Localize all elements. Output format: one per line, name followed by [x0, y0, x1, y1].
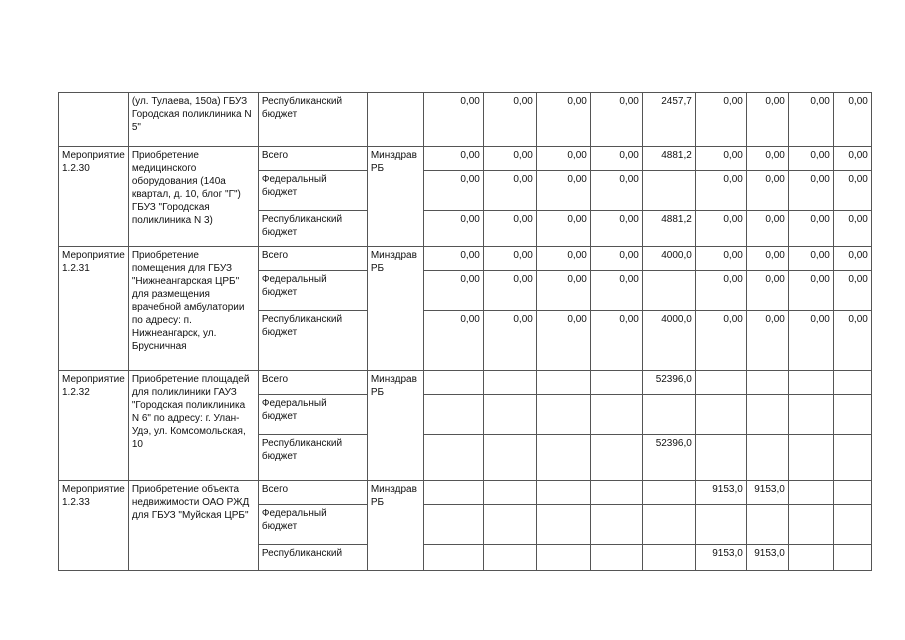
value-cell	[536, 505, 590, 545]
value-cell	[642, 481, 695, 505]
value-cell	[483, 435, 536, 481]
value-cell: 0,00	[746, 211, 788, 247]
value-cell: 0,00	[695, 211, 746, 247]
value-cell	[483, 545, 536, 571]
value-cell	[483, 395, 536, 435]
value-cell: 0,00	[746, 311, 788, 371]
value-cell	[423, 505, 483, 545]
value-cell	[536, 545, 590, 571]
value-cell: 0,00	[590, 211, 642, 247]
value-cell: 0,00	[483, 93, 536, 147]
value-cell: 0,00	[788, 147, 833, 171]
source-cell: Федеральный бюджет	[258, 271, 367, 311]
value-cell: 0,00	[536, 171, 590, 211]
value-cell	[483, 371, 536, 395]
value-cell: 0,00	[746, 271, 788, 311]
value-cell	[788, 505, 833, 545]
source-cell: Республиканский	[258, 545, 367, 571]
value-cell: 0,00	[833, 147, 871, 171]
value-cell: 4881,2	[642, 211, 695, 247]
value-cell	[590, 435, 642, 481]
table-row	[59, 481, 872, 505]
value-cell	[536, 371, 590, 395]
value-cell	[642, 271, 695, 311]
value-cell	[695, 395, 746, 435]
executor-cell: Минздрав РБ	[367, 247, 423, 371]
executor-cell: Минздрав РБ	[367, 481, 423, 571]
value-cell: 0,00	[788, 271, 833, 311]
value-cell	[746, 505, 788, 545]
value-cell	[423, 371, 483, 395]
value-cell: 0,00	[536, 211, 590, 247]
value-cell: 0,00	[483, 247, 536, 271]
value-cell: 0,00	[590, 171, 642, 211]
source-cell: Всего	[258, 481, 367, 505]
value-cell: 0,00	[833, 211, 871, 247]
value-cell: 4000,0	[642, 247, 695, 271]
value-cell: 0,00	[423, 147, 483, 171]
value-cell	[788, 545, 833, 571]
value-cell: 9153,0	[746, 481, 788, 505]
value-cell	[788, 395, 833, 435]
executor-cell	[367, 93, 423, 147]
source-cell: Федеральный бюджет	[258, 505, 367, 545]
table-row	[59, 147, 872, 171]
value-cell: 0,00	[483, 311, 536, 371]
value-cell	[590, 545, 642, 571]
value-cell: 0,00	[483, 211, 536, 247]
value-cell: 0,00	[695, 171, 746, 211]
event-cell	[59, 93, 129, 147]
value-cell: 4000,0	[642, 311, 695, 371]
value-cell	[642, 395, 695, 435]
value-cell	[833, 371, 871, 395]
value-cell: 0,00	[423, 271, 483, 311]
value-cell: 0,00	[746, 171, 788, 211]
value-cell	[642, 545, 695, 571]
value-cell: 0,00	[590, 247, 642, 271]
value-cell	[833, 545, 871, 571]
source-cell: Федеральный бюджет	[258, 395, 367, 435]
value-cell	[536, 435, 590, 481]
value-cell	[695, 505, 746, 545]
source-cell: Всего	[258, 147, 367, 171]
value-cell: 52396,0	[642, 435, 695, 481]
value-cell	[590, 505, 642, 545]
value-cell: 52396,0	[642, 371, 695, 395]
value-cell: 0,00	[423, 171, 483, 211]
value-cell: 0,00	[788, 171, 833, 211]
event-cell: Мероприятие 1.2.31	[59, 247, 129, 371]
value-cell: 0,00	[590, 311, 642, 371]
value-cell	[483, 505, 536, 545]
value-cell: 0,00	[590, 147, 642, 171]
source-cell: Республиканский бюджет	[258, 311, 367, 371]
value-cell: 0,00	[695, 311, 746, 371]
source-cell: Республиканский бюджет	[258, 211, 367, 247]
value-cell	[423, 435, 483, 481]
value-cell: 0,00	[423, 211, 483, 247]
value-cell: 0,00	[833, 247, 871, 271]
name-cell: (ул. Тулаева, 150а) ГБУЗ Городская поликлиника N 5"	[128, 93, 258, 147]
executor-cell: Минздрав РБ	[367, 147, 423, 247]
event-cell: Мероприятие 1.2.32	[59, 371, 129, 481]
value-cell	[423, 481, 483, 505]
source-cell: Республиканский бюджет	[258, 435, 367, 481]
value-cell: 0,00	[695, 93, 746, 147]
value-cell	[788, 481, 833, 505]
value-cell: 0,00	[536, 247, 590, 271]
program-table	[58, 92, 872, 571]
value-cell: 0,00	[833, 171, 871, 211]
value-cell: 0,00	[833, 93, 871, 147]
value-cell: 9153,0	[695, 481, 746, 505]
value-cell: 0,00	[536, 271, 590, 311]
value-cell	[833, 435, 871, 481]
value-cell: 0,00	[746, 147, 788, 171]
value-cell: 0,00	[833, 271, 871, 311]
value-cell	[695, 371, 746, 395]
value-cell: 0,00	[788, 93, 833, 147]
value-cell: 0,00	[788, 311, 833, 371]
executor-cell: Минздрав РБ	[367, 371, 423, 481]
value-cell: 0,00	[423, 93, 483, 147]
value-cell	[788, 371, 833, 395]
source-cell: Всего	[258, 247, 367, 271]
value-cell	[788, 435, 833, 481]
value-cell	[536, 395, 590, 435]
value-cell: 0,00	[483, 147, 536, 171]
source-cell: Федеральный бюджет	[258, 171, 367, 211]
value-cell: 0,00	[483, 171, 536, 211]
value-cell	[642, 505, 695, 545]
value-cell: 0,00	[590, 93, 642, 147]
value-cell: 0,00	[423, 247, 483, 271]
value-cell: 0,00	[695, 247, 746, 271]
value-cell: 2457,7	[642, 93, 695, 147]
value-cell	[833, 395, 871, 435]
event-cell: Мероприятие 1.2.30	[59, 147, 129, 247]
name-cell: Приобретение медицинского оборудования (140а квартал, д. 10, блог "Г") ГБУЗ "Городская поликлиника N 3)	[128, 147, 258, 247]
value-cell: 0,00	[746, 93, 788, 147]
value-cell	[642, 171, 695, 211]
value-cell: 0,00	[483, 271, 536, 311]
value-cell	[590, 371, 642, 395]
name-cell: Приобретение площадей для поликлиники ГАУЗ "Городская поликлиника N 6" по адресу: г. Улан-Удэ, ул. Комсомольская, 10	[128, 371, 258, 481]
value-cell	[536, 481, 590, 505]
value-cell: 0,00	[695, 271, 746, 311]
table-row	[59, 247, 872, 271]
value-cell	[423, 395, 483, 435]
source-cell: Всего	[258, 371, 367, 395]
value-cell	[746, 395, 788, 435]
value-cell	[833, 505, 871, 545]
value-cell	[833, 481, 871, 505]
value-cell	[695, 435, 746, 481]
value-cell: 9153,0	[746, 545, 788, 571]
value-cell: 0,00	[536, 93, 590, 147]
value-cell	[590, 481, 642, 505]
value-cell: 0,00	[536, 147, 590, 171]
value-cell	[483, 481, 536, 505]
value-cell: 0,00	[590, 271, 642, 311]
name-cell: Приобретение объекта недвижимости ОАО РЖД для ГБУЗ "Муйская ЦРБ"	[128, 481, 258, 571]
value-cell: 0,00	[746, 247, 788, 271]
table-row	[59, 93, 872, 147]
value-cell	[746, 371, 788, 395]
value-cell	[590, 395, 642, 435]
value-cell: 0,00	[695, 147, 746, 171]
source-cell: Республиканский бюджет	[258, 93, 367, 147]
value-cell: 0,00	[788, 211, 833, 247]
value-cell: 0,00	[833, 311, 871, 371]
value-cell: 4881,2	[642, 147, 695, 171]
event-cell: Мероприятие 1.2.33	[59, 481, 129, 571]
value-cell: 9153,0	[695, 545, 746, 571]
value-cell	[423, 545, 483, 571]
value-cell: 0,00	[788, 247, 833, 271]
value-cell	[746, 435, 788, 481]
value-cell: 0,00	[423, 311, 483, 371]
value-cell: 0,00	[536, 311, 590, 371]
table-row	[59, 371, 872, 395]
name-cell: Приобретение помещения для ГБУЗ "Нижнеангарская ЦРБ" для размещения врачебной амбулатории по адресу: п. Нижнеангарск, ул. Брусничная	[128, 247, 258, 371]
